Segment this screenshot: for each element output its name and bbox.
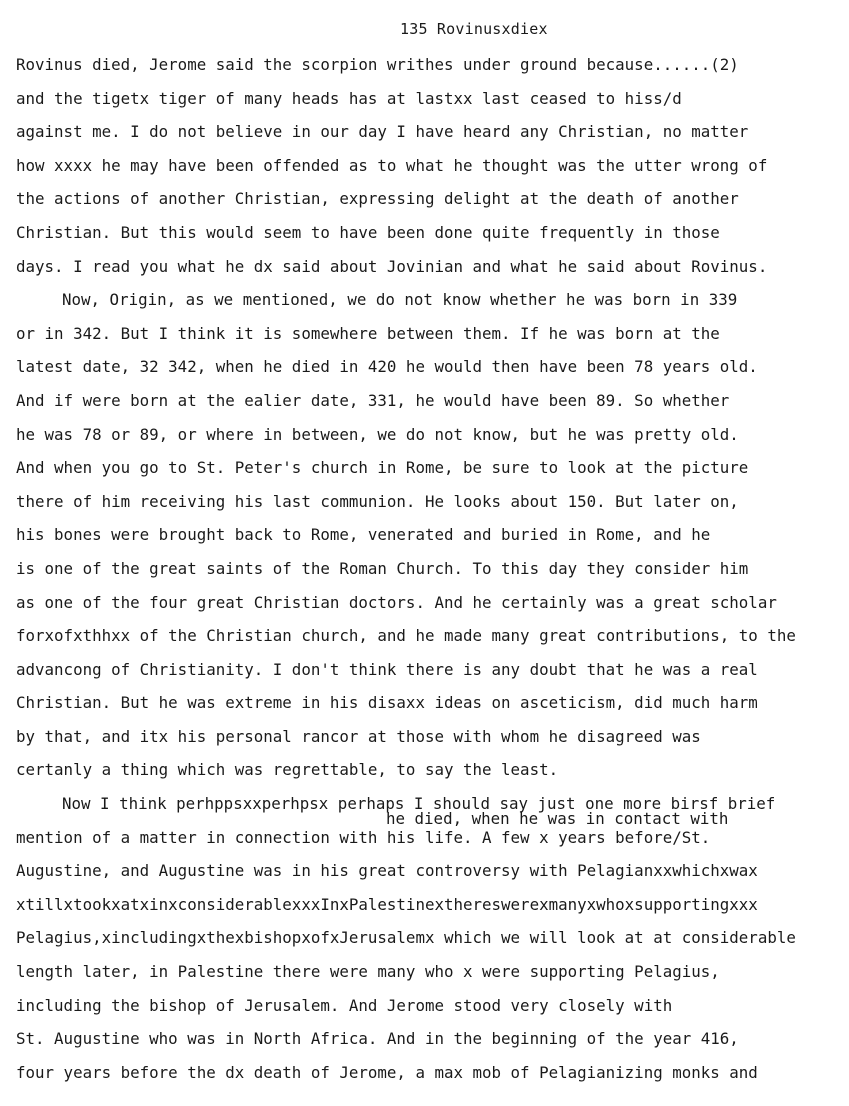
text-line: xtillxtookxatxinxconsiderablexxxInxPalestinexthereswerexmanyxwhoxsupportingxxx: [16, 894, 758, 914]
text-line: Christian. But he was extreme in his disaxx ideas on asceticism, did much harm: [16, 693, 758, 713]
text-line: Augustine, and Augustine was in his great controversy with Pelagianxxwhichxwax: [16, 861, 758, 881]
text-line: Rovinus died, Jerome said the scorpion writhes under ground because......(2): [16, 55, 739, 74]
text-line: Christian. But this would seem to have been done quite frequently in those: [16, 222, 720, 242]
text-line: the actions of another Christian, expressing delight at the death of another: [16, 189, 739, 209]
handwritten-insertion: he died, when he was in contact with: [386, 809, 729, 828]
text-line: by that, and itx his personal rancor at those with whom he disagreed was: [16, 726, 701, 746]
text-line: or in 342. But I think it is somewhere between them. If he was born at the: [16, 323, 720, 343]
text-line: length later, in Palestine there were many who x were supporting Pelagius,: [16, 962, 720, 982]
text-line: and the tigetx tiger of many heads has at lastxx last ceased to hiss/d: [16, 88, 682, 108]
text-line: how xxxx he may have been offended as to what he thought was the utter wrong of: [16, 155, 768, 175]
text-line: mention of a matter in connection with his life. A few x years before/St.: [16, 827, 711, 847]
text-line: as one of the four great Christian doctors. And he certainly was a great scholar: [16, 592, 777, 612]
page-body: [16, 52, 844, 1093]
text-line: he was 78 or 89, or where in between, we do not know, but he was pretty old.: [16, 424, 739, 444]
text-line: latest date, 32 342, when he died in 420 he would then have been 78 years old.: [16, 357, 758, 377]
page-header: 135 Rovinusxdiex: [400, 20, 548, 38]
text-line: Pelagius,xincludingxthexbishopxofxJerusalemx which we will look at at considerable: [16, 928, 796, 948]
text-line: against me. I do not believe in our day I have heard any Christian, no matter: [16, 122, 749, 142]
text-line: including the bishop of Jerusalem. And Jerome stood very closely with: [16, 995, 673, 1015]
text-line: Now, Origin, as we mentioned, we do not know whether he was born in 339: [62, 290, 738, 310]
text-line: days. I read you what he dx said about Jovinian and what he said about Rovinus.: [16, 256, 768, 276]
text-line: certanly a thing which was regrettable, to say the least.: [16, 760, 559, 780]
text-line: there of him receiving his last communion. He looks about 150. But later on,: [16, 491, 739, 511]
text-line: St. Augustine who was in North Africa. And in the beginning of the year 416,: [16, 1029, 739, 1049]
text-line: forxofxthhxx of the Christian church, and he made many great contributions, to the: [16, 626, 796, 646]
text-line: And if were born at the ealier date, 331, he would have been 89. So whether: [16, 390, 730, 410]
text-line: And when you go to St. Peter's church in Rome, be sure to look at the picture: [16, 458, 749, 478]
text-line: his bones were brought back to Rome, venerated and buried in Rome, and he: [16, 525, 711, 545]
text-line: four years before the dx death of Jerome, a max mob of Pelagianizing monks and: [16, 1062, 758, 1082]
text-line: is one of the great saints of the Roman Church. To this day they consider him: [16, 558, 749, 578]
text-line: Now I think perhppsxxperhpsx perhaps I should say just one more birsf brief: [62, 794, 776, 814]
text-line: advancong of Christianity. I don't think there is any doubt that he was a real: [16, 659, 758, 679]
